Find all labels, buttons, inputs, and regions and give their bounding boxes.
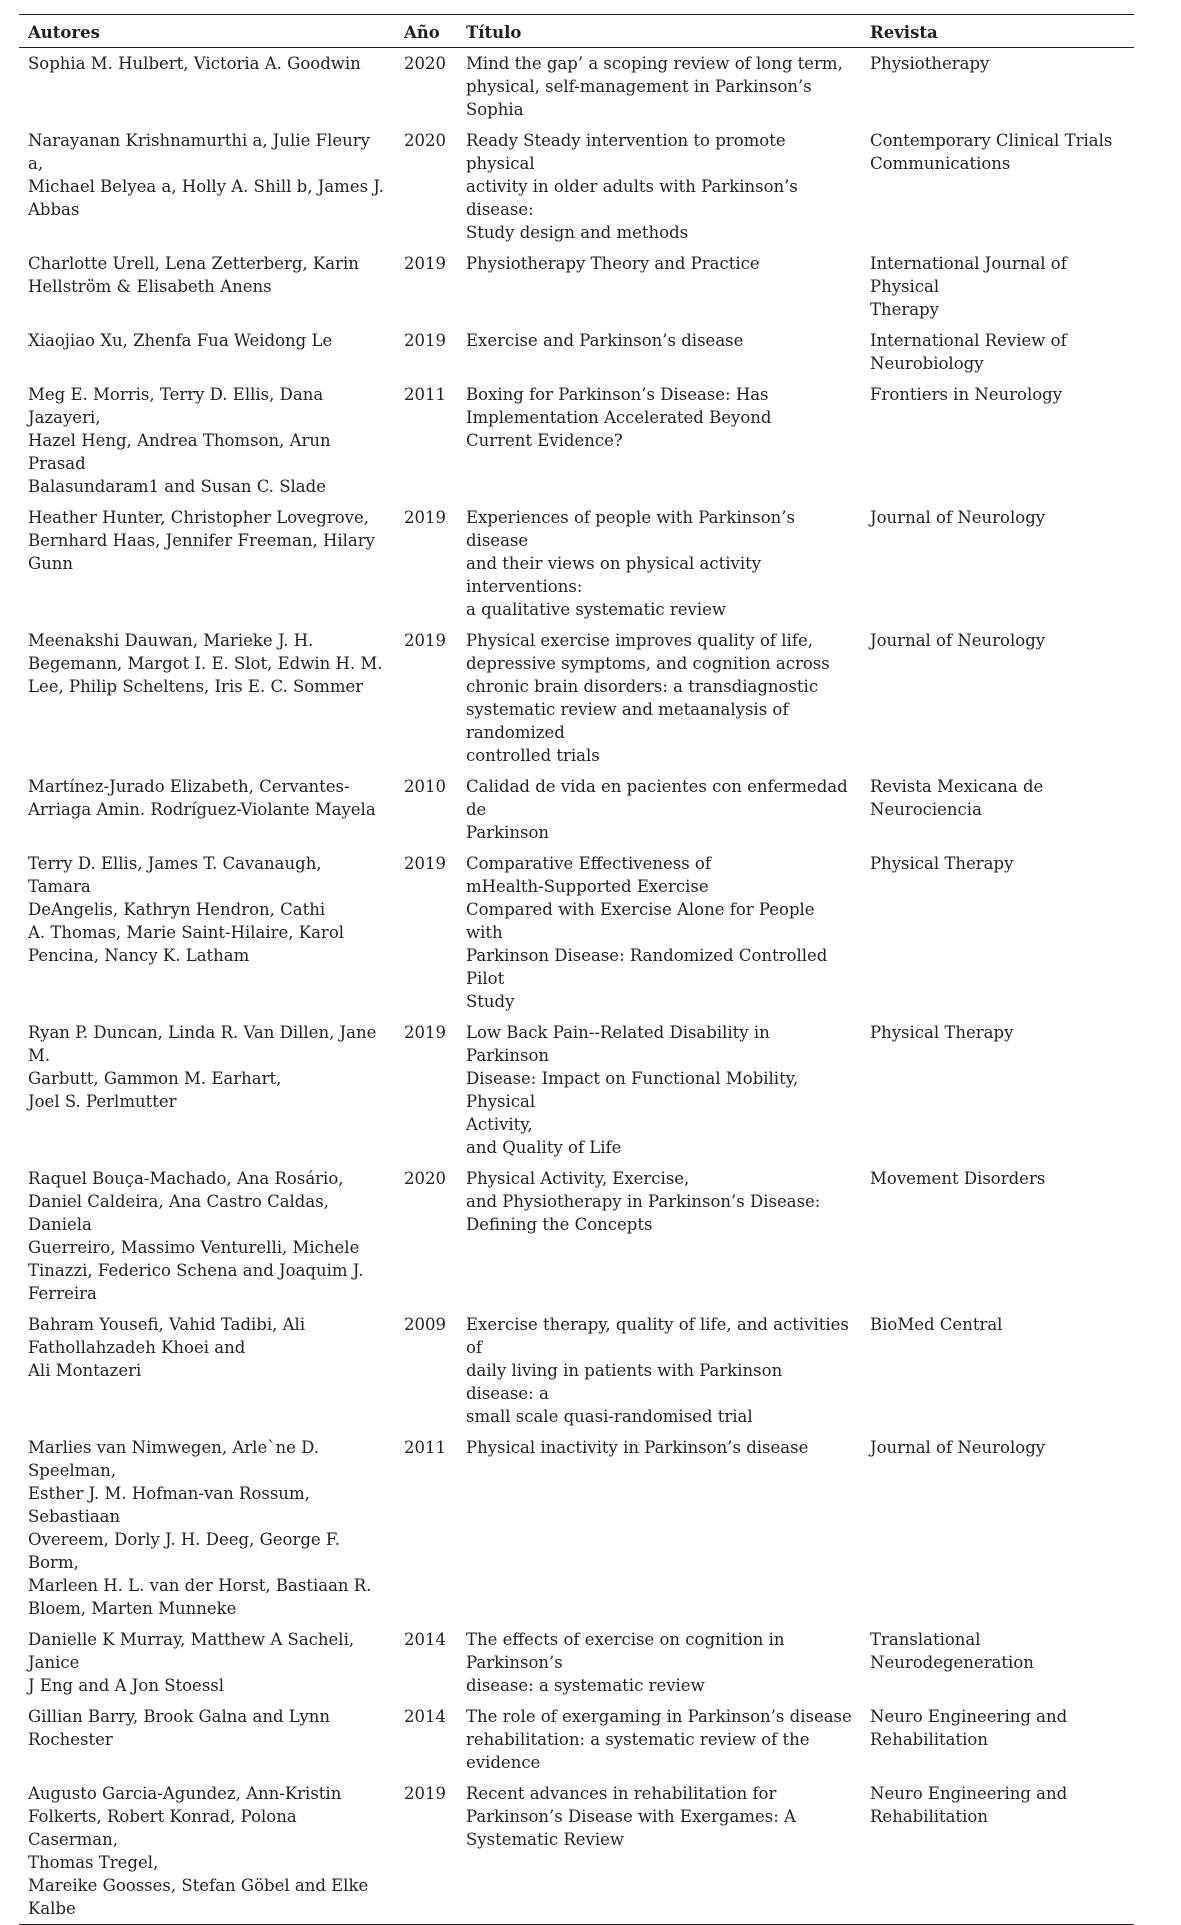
cell-year: 2020 (404, 1169, 446, 1188)
cell-journal: Contemporary Clinical Trials Communications (870, 131, 1113, 173)
cell-authors: Ryan P. Duncan, Linda R. Van Dillen, Jane M. Garbutt, Gammon M. Earhart, Joel S. Perlmutter (28, 1023, 377, 1111)
cell-journal: Translational Neurodegeneration (870, 1630, 1034, 1672)
table-row (19, 125, 1134, 248)
cell-authors: Charlotte Urell, Lena Zetterberg, Karin Hellström & Elisabeth Anens (28, 254, 359, 296)
cell-authors: Raquel Bouça-Machado, Ana Rosário, Daniel Caldeira, Ana Castro Caldas, Daniela Guerreiro, Massimo Venturelli, Michele Tinazzi, Federico Schena and Joaquim J. Ferreira (28, 1169, 364, 1303)
cell-authors: Heather Hunter, Christopher Lovegrove, Bernhard Haas, Jennifer Freeman, Hilary Gunn (28, 508, 375, 573)
cell-year: 2014 (404, 1630, 446, 1649)
table-row (19, 625, 1134, 771)
cell-title: Ready Steady intervention to promote physical activity in older adults with Parkinson’s disease: Study design and methods (466, 131, 798, 242)
cell-authors: Gillian Barry, Brook Galna and Lynn Rochester (28, 1707, 330, 1749)
cell-year: 2019 (404, 631, 446, 650)
cell-journal: Journal of Neurology (870, 1438, 1046, 1457)
cell-journal: Revista Mexicana de Neurociencia (870, 777, 1044, 819)
header-authors: Autores (28, 23, 100, 42)
cell-year: 2010 (404, 777, 446, 796)
cell-year: 2014 (404, 1707, 446, 1726)
cell-authors: Marlies van Nimwegen, Arle`ne D. Speelman, Esther J. M. Hofman-van Rossum, Sebastiaan Overeem, Dorly J. H. Deeg, George F. Borm, Marleen H. L. van der Horst, Bastiaan R. Bloem, Marten Munneke (28, 1438, 372, 1618)
cell-title: Calidad de vida en pacientes con enfermedad de Parkinson (466, 777, 848, 842)
table-row (19, 1432, 1134, 1624)
cell-authors: Xiaojiao Xu, Zhenfa Fua Weidong Le (28, 331, 333, 350)
cell-year: 2011 (404, 385, 446, 404)
cell-authors: Terry D. Ellis, James T. Cavanaugh, Tamara DeAngelis, Kathryn Hendron, Cathi A. Thomas, Marie Saint-Hilaire, Karol Pencina, Nancy K. Latham (28, 854, 345, 965)
cell-year: 2019 (404, 254, 446, 273)
cell-year: 2019 (404, 1784, 446, 1803)
cell-authors: Martínez-Jurado Elizabeth, Cervantes- Arriaga Amin. Rodríguez-Violante Mayela (28, 777, 376, 819)
table-row (19, 379, 1134, 502)
cell-authors: Augusto Garcia-Agundez, Ann-Kristin Folkerts, Robert Konrad, Polona Caserman, Thomas Tregel, Mareike Goosses, Stefan Göbel and Elke Kalbe (28, 1784, 369, 1918)
cell-authors: Meenakshi Dauwan, Marieke J. H. Begemann, Margot I. E. Slot, Edwin H. M. Lee, Philip Scheltens, Iris E. C. Sommer (28, 631, 383, 696)
header-title: Título (466, 23, 522, 42)
table-row (19, 248, 1134, 325)
cell-title: Recent advances in rehabilitation for Parkinson’s Disease with Exergames: A Systematic Review (466, 1784, 796, 1849)
table-row (19, 1701, 1134, 1778)
cell-journal: Physical Therapy (870, 1023, 1014, 1042)
table-row (19, 1309, 1134, 1432)
table-row (19, 1778, 1134, 1925)
cell-journal: Journal of Neurology (870, 631, 1046, 650)
cell-journal: BioMed Central (870, 1315, 1003, 1334)
cell-authors: Bahram Yousefi, Vahid Tadibi, Ali Fathollahzadeh Khoei and Ali Montazeri (28, 1315, 306, 1380)
cell-title: Physiotherapy Theory and Practice (466, 254, 760, 273)
cell-title: Experiences of people with Parkinson’s disease and their views on physical activity interventions: a qualitative systematic review (466, 508, 795, 619)
cell-journal: Movement Disorders (870, 1169, 1046, 1188)
cell-year: 2020 (404, 54, 446, 73)
cell-title: Physical inactivity in Parkinson’s disease (466, 1438, 809, 1457)
table-row (19, 848, 1134, 1017)
cell-journal: Physiotherapy (870, 54, 990, 73)
cell-year: 2020 (404, 131, 446, 150)
cell-year: 2019 (404, 331, 446, 350)
cell-title: Mind the gap’ a scoping review of long term, physical, self-management in Parkinson’s Sophia (466, 54, 843, 119)
cell-authors: Danielle K Murray, Matthew A Sacheli, Janice J Eng and A Jon Stoessl (28, 1630, 355, 1695)
references-table (19, 14, 1134, 1925)
cell-journal: International Review of Neurobiology (870, 331, 1067, 373)
cell-year: 2019 (404, 1023, 446, 1042)
header-year: Año (404, 23, 440, 42)
cell-title: The effects of exercise on cognition in Parkinson’s disease: a systematic review (466, 1630, 785, 1695)
cell-journal: Frontiers in Neurology (870, 385, 1063, 404)
table-row (19, 1017, 1134, 1163)
table-row (19, 1624, 1134, 1701)
cell-authors: Sophia M. Hulbert, Victoria A. Goodwin (28, 54, 361, 73)
cell-title: Exercise and Parkinson’s disease (466, 331, 744, 350)
cell-authors: Meg E. Morris, Terry D. Ellis, Dana Jazayeri, Hazel Heng, Andrea Thomson, Arun Prasad Balasundaram1 and Susan C. Slade (28, 385, 331, 496)
table-row (19, 502, 1134, 625)
cell-title: Low Back Pain--Related Disability in Parkinson Disease: Impact on Functional Mobility, Physical Activity, and Quality of Life (466, 1023, 799, 1157)
cell-title: Comparative Effectiveness of mHealth-Supported Exercise Compared with Exercise Alone for People with Parkinson Disease: Randomized Controlled Pilot Study (466, 854, 828, 1011)
header-row (19, 15, 1134, 48)
cell-year: 2019 (404, 854, 446, 873)
cell-journal: Physical Therapy (870, 854, 1014, 873)
table-row (19, 1163, 1134, 1309)
cell-title: Physical exercise improves quality of life, depressive symptoms, and cognition across chronic brain disorders: a transdiagnostic systematic review and metaanalysis of randomized controlled trials (466, 631, 830, 765)
header-journal: Revista (870, 23, 938, 42)
cell-authors: Narayanan Krishnamurthi a, Julie Fleury a, Michael Belyea a, Holly A. Shill b, James J. Abbas (28, 131, 384, 219)
cell-year: 2011 (404, 1438, 446, 1457)
cell-journal: International Journal of Physical Therapy (870, 254, 1067, 319)
cell-title: Physical Activity, Exercise, and Physiotherapy in Parkinson’s Disease: Defining the Concepts (466, 1169, 821, 1234)
cell-title: Boxing for Parkinson’s Disease: Has Implementation Accelerated Beyond Current Evidence? (466, 385, 772, 450)
cell-year: 2019 (404, 508, 446, 527)
table-row (19, 325, 1134, 379)
cell-year: 2009 (404, 1315, 446, 1334)
table-row (19, 48, 1134, 126)
cell-journal: Neuro Engineering and Rehabilitation (870, 1707, 1068, 1749)
cell-title: The role of exergaming in Parkinson’s disease rehabilitation: a systematic review of the evidence (466, 1707, 852, 1772)
cell-title: Exercise therapy, quality of life, and activities of daily living in patients with Parkinson disease: a small scale quasi-randomised trial (466, 1315, 849, 1426)
cell-journal: Neuro Engineering and Rehabilitation (870, 1784, 1068, 1826)
cell-journal: Journal of Neurology (870, 508, 1046, 527)
table-row (19, 771, 1134, 848)
